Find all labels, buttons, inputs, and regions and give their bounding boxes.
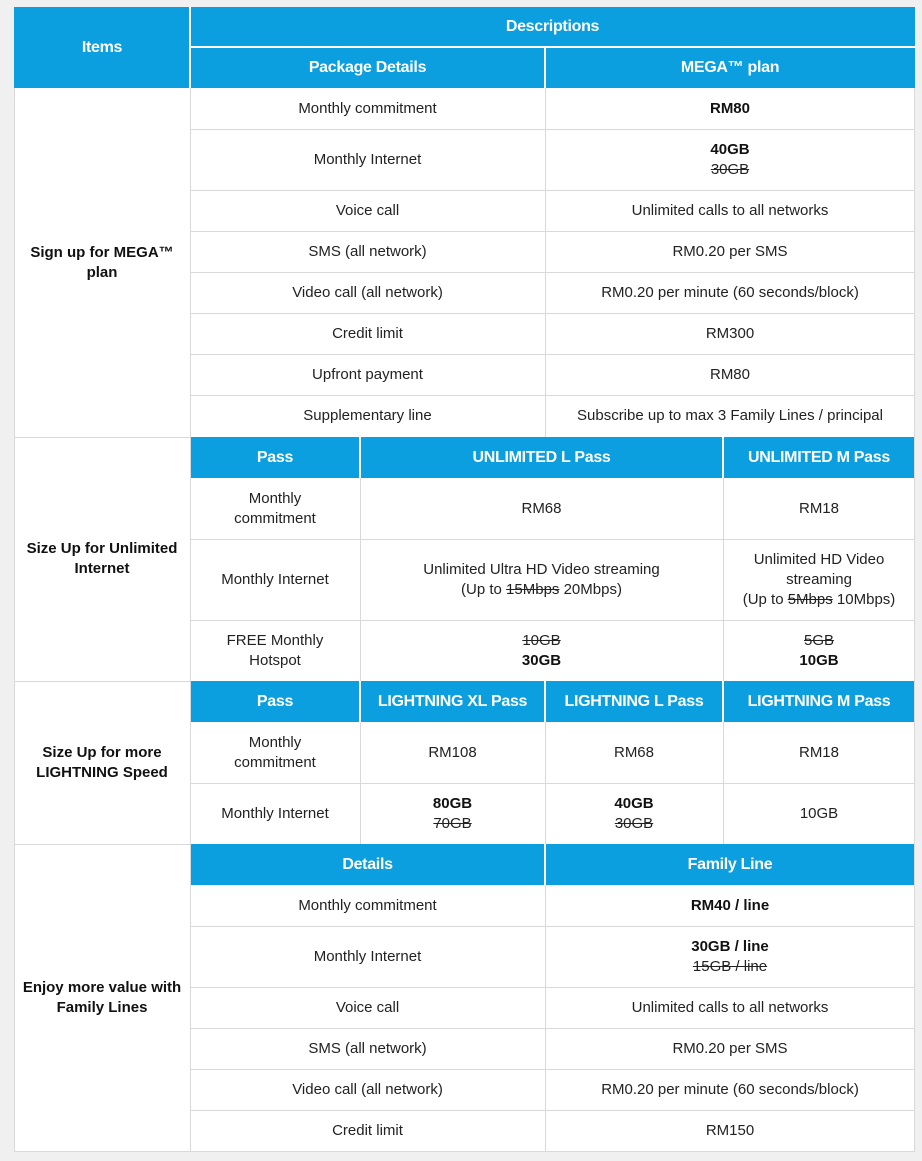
- mega-value-monthly-internet: [545, 129, 915, 190]
- mega-value-credit-limit: RM300: [545, 313, 915, 354]
- grid-line: [190, 783, 915, 784]
- mega-label-video-call: Video call (all network): [190, 272, 545, 313]
- family-label-sms: SMS (all network): [190, 1028, 545, 1069]
- grid-line: [190, 190, 915, 191]
- lightning-header-xl-pass: LIGHTNING XL Pass: [360, 681, 545, 722]
- header-white-divider: [544, 681, 546, 722]
- family-internet-new: 30GB / line: [691, 937, 769, 955]
- mega-value-upfront-payment: RM80: [545, 354, 915, 395]
- lightning-label-monthly-commitment: Monthly commitment: [190, 722, 360, 783]
- family-value-voice-call: Unlimited calls to all networks: [545, 987, 915, 1028]
- item-family-lines: Enjoy more value with Family Lines: [14, 844, 190, 1152]
- unlimited-m-hotspot-new: 10GB: [799, 651, 839, 669]
- grid-line: [190, 1028, 915, 1029]
- family-value-video-call: RM0.20 per minute (60 seconds/block): [545, 1069, 915, 1110]
- unlimited-m-internet-desc: Unlimited HD Video streaming: [753, 550, 885, 588]
- lightning-m-commitment: RM18: [723, 722, 915, 783]
- grid-line: [190, 395, 915, 396]
- grid-line: [190, 620, 915, 621]
- grid-line: [14, 844, 190, 845]
- lightning-l-internet: [545, 783, 723, 844]
- header-package-details: Package Details: [190, 47, 545, 88]
- header-white-divider: [359, 437, 361, 478]
- grid-line: [545, 722, 546, 844]
- lightning-xl-commitment: RM108: [360, 722, 545, 783]
- lightning-l-commitment: RM68: [545, 722, 723, 783]
- grid-line: [190, 129, 915, 130]
- family-value-monthly-commitment: RM40 / line: [545, 885, 915, 926]
- mega-value-supplementary-line: Subscribe up to max 3 Family Lines / principal: [545, 395, 915, 437]
- mega-label-credit-limit: Credit limit: [190, 313, 545, 354]
- grid-line: [14, 88, 15, 1152]
- header-white-divider: [722, 437, 724, 478]
- lightning-header-l-pass: LIGHTNING L Pass: [545, 681, 723, 722]
- unlimited-l-hotspot-old: 10GB: [522, 631, 561, 649]
- mega-label-monthly-internet: Monthly Internet: [190, 129, 545, 190]
- family-label-monthly-commitment: Monthly commitment: [190, 885, 545, 926]
- unlimited-header-l-pass: UNLIMITED L Pass: [360, 437, 723, 478]
- lightning-header-pass: Pass: [190, 681, 360, 722]
- family-label-video-call: Video call (all network): [190, 1069, 545, 1110]
- unlimited-label-free-hotspot: FREE Monthly Hotspot: [190, 620, 360, 681]
- mega-internet-old: 30GB: [710, 160, 750, 178]
- grid-line: [723, 478, 724, 681]
- unlimited-m-commitment: RM18: [723, 478, 915, 539]
- unlimited-l-speed-old: 15Mbps: [506, 580, 560, 598]
- grid-line: [190, 1110, 915, 1111]
- unlimited-l-hotspot-new: 30GB: [521, 651, 562, 669]
- grid-line: [723, 722, 724, 844]
- family-header-details: Details: [190, 844, 545, 885]
- unlimited-m-internet: [723, 539, 915, 620]
- header-white-line: [190, 46, 915, 48]
- unlimited-l-internet: [360, 539, 723, 620]
- family-label-credit-limit: Credit limit: [190, 1110, 545, 1152]
- lightning-xl-internet-old: 70GB: [433, 814, 472, 832]
- item-lightning-speed: Size Up for more LIGHTNING Speed: [14, 681, 190, 844]
- mega-label-upfront-payment: Upfront payment: [190, 354, 545, 395]
- grid-line: [190, 88, 191, 1152]
- grid-line: [14, 1151, 915, 1152]
- unlimited-header-m-pass: UNLIMITED M Pass: [723, 437, 915, 478]
- unlimited-header-pass: Pass: [190, 437, 360, 478]
- grid-line: [14, 681, 190, 682]
- mega-value-video-call: RM0.20 per minute (60 seconds/block): [545, 272, 915, 313]
- lightning-xl-internet: [360, 783, 545, 844]
- grid-line: [360, 722, 361, 844]
- mega-label-voice-call: Voice call: [190, 190, 545, 231]
- grid-line: [190, 354, 915, 355]
- grid-line: [190, 1069, 915, 1070]
- mega-label-monthly-commitment: Monthly commitment: [190, 88, 545, 129]
- lightning-xl-internet-new: 80GB: [432, 794, 473, 812]
- lightning-l-internet-old: 30GB: [614, 814, 654, 832]
- mega-label-supplementary-line: Supplementary line: [190, 395, 545, 437]
- grid-line: [545, 885, 546, 1152]
- grid-line: [190, 231, 915, 232]
- grid-line: [545, 88, 546, 437]
- unlimited-label-monthly-commitment: Monthly commitment: [190, 478, 360, 539]
- mega-value-sms: RM0.20 per SMS: [545, 231, 915, 272]
- family-value-credit-limit: RM150: [545, 1110, 915, 1152]
- header-mega-plan: MEGA™ plan: [545, 47, 915, 88]
- grid-line: [190, 313, 915, 314]
- family-value-monthly-internet: [545, 926, 915, 987]
- mega-value-monthly-commitment: RM80: [545, 88, 915, 129]
- unlimited-l-internet-desc: Unlimited Ultra HD Video streaming: [423, 560, 660, 578]
- unlimited-m-hotspot: [723, 620, 915, 681]
- unlimited-l-commitment: RM68: [360, 478, 723, 539]
- grid-line: [914, 88, 915, 1152]
- grid-line: [190, 926, 915, 927]
- family-value-sms: RM0.20 per SMS: [545, 1028, 915, 1069]
- header-items: Items: [14, 7, 190, 88]
- family-internet-old: 15GB / line: [692, 957, 768, 975]
- plan-comparison-table: [14, 7, 915, 1152]
- unlimited-m-speed-old: 5Mbps: [787, 590, 833, 608]
- item-unlimited-internet: Size Up for Unlimited Internet: [14, 437, 190, 681]
- unlimited-l-internet-speed: (Up to 15Mbps 20Mbps): [461, 580, 622, 598]
- lightning-header-m-pass: LIGHTNING M Pass: [723, 681, 915, 722]
- grid-line: [190, 539, 915, 540]
- header-white-divider: [359, 681, 361, 722]
- lightning-label-monthly-internet: Monthly Internet: [190, 783, 360, 844]
- unlimited-m-internet-speed: (Up to 5Mbps 10Mbps): [742, 590, 896, 608]
- unlimited-l-hotspot: [360, 620, 723, 681]
- mega-label-sms: SMS (all network): [190, 231, 545, 272]
- grid-line: [190, 987, 915, 988]
- grid-line: [14, 437, 190, 438]
- unlimited-label-monthly-internet: Monthly Internet: [190, 539, 360, 620]
- header-white-divider: [722, 681, 724, 722]
- grid-line: [190, 272, 915, 273]
- header-descriptions: Descriptions: [190, 7, 915, 47]
- header-white-divider: [189, 7, 191, 88]
- item-mega-plan: Sign up for MEGA™ plan: [14, 88, 190, 437]
- grid-line: [360, 478, 361, 681]
- mega-internet-new: 40GB: [710, 140, 750, 158]
- lightning-l-internet-new: 40GB: [614, 794, 654, 812]
- header-white-divider: [544, 47, 546, 88]
- family-header-family-line: Family Line: [545, 844, 915, 885]
- unlimited-m-hotspot-old: 5GB: [803, 631, 834, 649]
- family-label-monthly-internet: Monthly Internet: [190, 926, 545, 987]
- mega-value-voice-call: Unlimited calls to all networks: [545, 190, 915, 231]
- header-white-divider: [544, 844, 546, 885]
- family-label-voice-call: Voice call: [190, 987, 545, 1028]
- lightning-m-internet: 10GB: [723, 783, 915, 844]
